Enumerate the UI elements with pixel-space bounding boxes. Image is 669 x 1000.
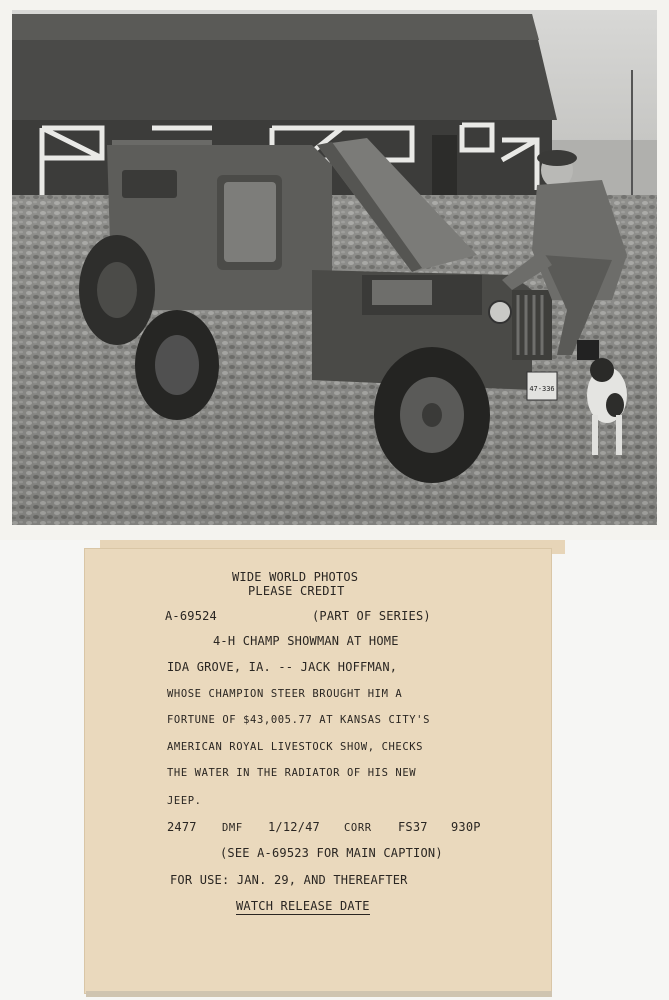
photograph <box>12 10 657 525</box>
slug-code: DMF <box>222 822 243 834</box>
release-date-note: WATCH RELEASE DATE <box>236 899 370 913</box>
for-use-note: FOR USE: JAN. 29, AND THEREAFTER <box>170 873 408 887</box>
slug-number: 2477 <box>167 820 197 834</box>
body-line: IDA GROVE, IA. -- JACK HOFFMAN, <box>167 660 398 674</box>
body-line: FORTUNE OF $43,005.77 AT KANSAS CITY'S <box>167 714 431 726</box>
caption-slip-shadow <box>86 991 552 997</box>
credit-note: PLEASE CREDIT <box>248 584 345 598</box>
slug-time: 930P <box>451 820 481 834</box>
license-plate-text: 47-336 <box>529 385 555 393</box>
series-note: (PART OF SERIES) <box>312 609 431 623</box>
body-line: JEEP. <box>167 795 202 807</box>
slug-code: CORR <box>344 822 372 834</box>
headlight <box>489 301 511 323</box>
photo-id: A-69524 <box>165 609 217 623</box>
body-line: AMERICAN ROYAL LIVESTOCK SHOW, CHECKS <box>167 741 424 753</box>
body-line: THE WATER IN THE RADIATOR OF HIS NEW <box>167 767 417 779</box>
agency-name: WIDE WORLD PHOTOS <box>232 570 359 584</box>
slug-code: FS37 <box>398 820 428 834</box>
slug-date: 1/12/47 <box>268 820 320 834</box>
see-also-note: (SEE A-69523 FOR MAIN CAPTION) <box>220 846 443 860</box>
headline: 4-H CHAMP SHOWMAN AT HOME <box>213 634 399 648</box>
body-line: WHOSE CHAMPION STEER BROUGHT HIM A <box>167 688 403 700</box>
